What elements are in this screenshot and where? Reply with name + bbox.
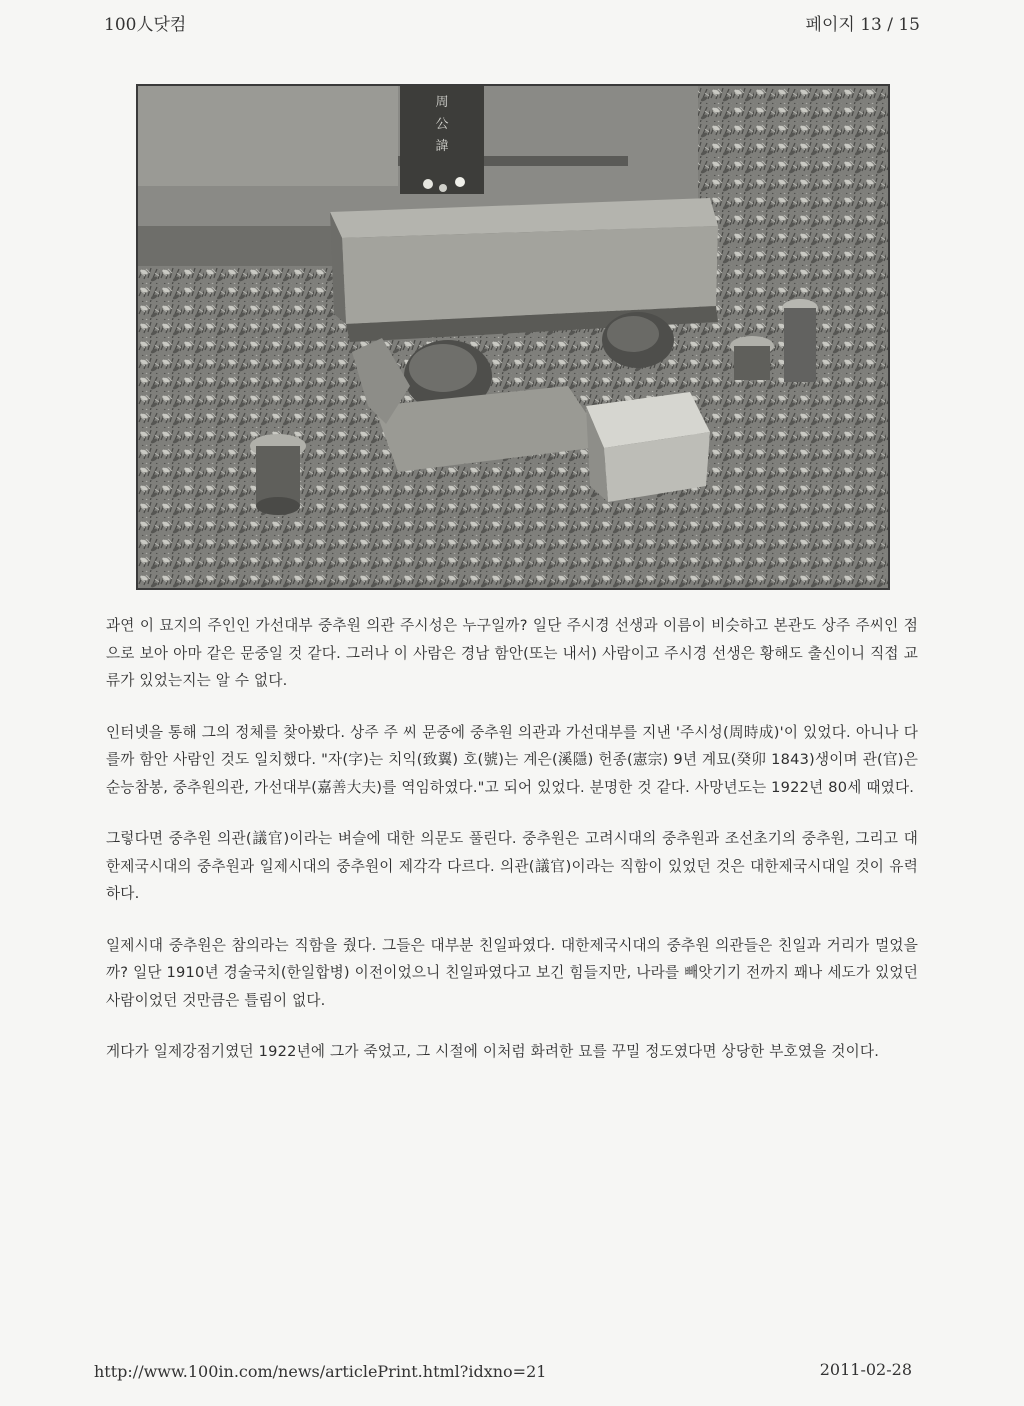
grave-photo-drawing [138, 86, 888, 588]
article-url: http://www.100in.com/news/articlePrint.html?idxno=21 [94, 1362, 547, 1381]
paragraph-4: 일제시대 중추원은 참의라는 직함을 줬다. 그들은 대부분 친일파였다. 대한제국시대의 중추원 의관들은 친일과 거리가 멀었을까? 일단 1910년 경술국치(한일합병) 이전이었으니 친일파였다고 보긴 힘들지만, 나라를 빼앗기기 전까지 꽤나 세도가 있었던 사람이었던 것만큼은 틀림이 없다. [106, 936, 918, 1009]
paragraph-5: 게다가 일제강점기였던 1922년에 그가 죽었고, 그 시절에 이처럼 화려한 묘를 꾸밀 정도였다면 상당한 부호였을 것이다. [106, 1043, 880, 1060]
stone-inscription-1: 周 [435, 95, 449, 110]
print-date: 2011-02-28 [819, 1360, 912, 1379]
page-indicator: 페이지 13 / 15 [805, 15, 920, 35]
grave-photo [136, 84, 890, 590]
paragraph-2: 인터넷을 통해 그의 정체를 찾아봤다. 상주 주 씨 문중에 중추원 의관과 가선대부를 지낸 '주시성(周時成)'이 있었다. 아니나 다를까 함안 사람인 것도 일치했다. "자(字)는 치익(致翼) 호(號)는 계은(溪隱) 헌종(憲宗) 9년 계묘(癸卯 1843)생이며 관(官)은 순능참봉, 중추원의관, 가선대부(嘉善大夫)를 역임하였다."고 되어 있었다. 분명한 것 같다. 사망년도는 1922년 80세 때였다. [106, 723, 918, 796]
site-name: 100人닷컴 [104, 15, 187, 35]
article-body [106, 612, 918, 1090]
paragraph-1: 과연 이 묘지의 주인인 가선대부 중추원 의관 주시성은 누구일까? 일단 주시경 선생과 이름이 비슷하고 본관도 상주 주씨인 점으로 보아 아마 같은 문중일 것 같다. 그러나 이 사람은 경남 함안(또는 내서) 사람이고 주시경 선생은 황해도 출신이니 직접 교류가 있었는지는 알 수 없다. [106, 617, 918, 689]
paragraph-3: 그렇다면 중추원 의관(議官)이라는 벼슬에 대한 의문도 풀린다. 중추원은 고려시대의 중추원과 조선초기의 중추원, 그리고 대한제국시대의 중추원과 일제시대의 중추원이 제각각 다르다. 의관(議官)이라는 직함이 있었던 것은 대한제국시대일 것이 유력하다. [106, 830, 918, 902]
stone-inscription-2: 公 [435, 117, 449, 132]
stone-inscription-3: 諱 [435, 139, 449, 154]
